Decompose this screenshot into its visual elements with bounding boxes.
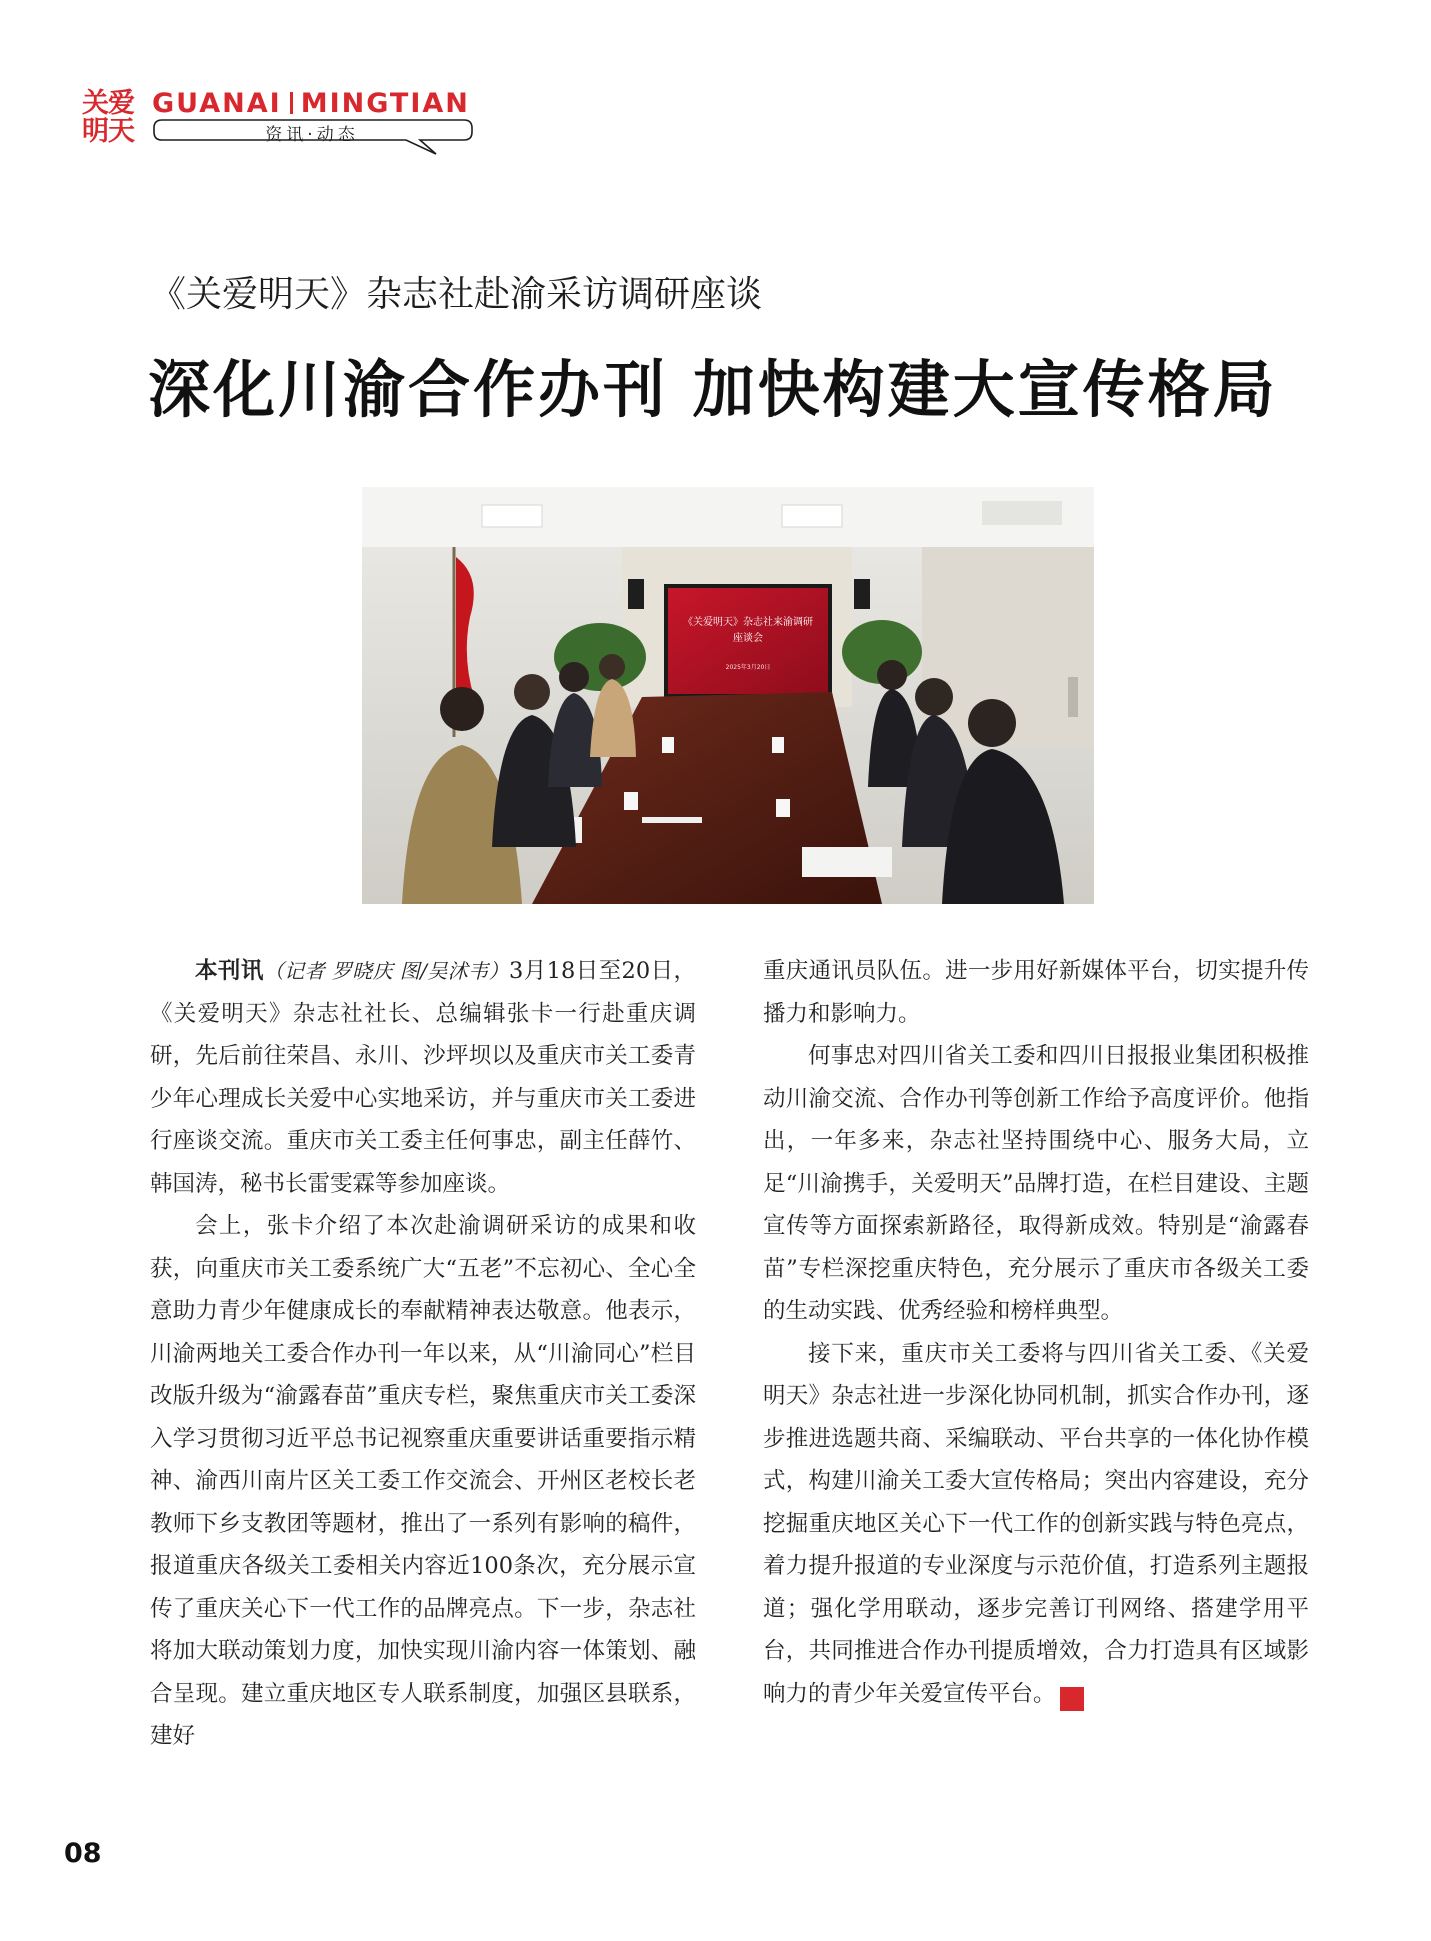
end-mark-icon: 关 (1060, 1687, 1084, 1711)
lead-label: 本刊讯 (195, 958, 264, 984)
article-subtitle: 《关爱明天》杂志社赴渝采访调研座谈 (150, 274, 763, 315)
paragraph-1-text: 3月18日至20日，《关爱明天》杂志社社长、总编辑张卡一行赴重庆调研，先后前往荣昌、永川、沙坪坝以及重庆市关工委青少年心理成长关爱中心实地采访，并与重庆市关工委进行座谈交流。重庆市关工委主任何事忠，副主任薛竹、韩国涛，秘书长雷雯霖等参加座谈。 (150, 958, 696, 1197)
meeting-photo (362, 487, 1094, 904)
logo-en-right: MINGTIAN (300, 88, 470, 119)
logo-separator (290, 92, 293, 114)
byline: （记者 罗晓庆 图/吴沭韦） (263, 959, 510, 983)
body-column-left (150, 950, 696, 1758)
paragraph-2-continued: 重庆通讯员队伍。进一步用好新媒体平台，切实提升传播力和影响力。 (763, 958, 1309, 1027)
screen-title-2: 座谈会 (733, 633, 763, 644)
screen-date: 2025年3月20日 (725, 664, 771, 671)
section-tag (152, 118, 452, 144)
logo-line-1: 关爱 (82, 88, 134, 119)
logo-line-2: 明天 (82, 116, 134, 147)
paragraph-3: 何事忠对四川省关工委和四川日报报业集团积极推动川渝交流、合作办刊等创新工作给予高度评价。他指出，一年多来，杂志社坚持围绕中心、服务大局，立足“川渝携手，关爱明天”品牌打造，在栏目建设、主题宣传等方面探索新路径，取得新成效。特别是“渝露春苗”专栏深挖重庆特色，充分展示了重庆市各级关工委的生动实践、优秀经验和榜样典型。 (763, 1043, 1309, 1324)
body-column-right (763, 950, 1309, 1715)
paragraph-2: 会上，张卡介绍了本次赴渝调研采访的成果和收获，向重庆市关工委系统广大“五老”不忘初心、全心全意助力青少年健康成长的奉献精神表达敬意。他表示，川渝两地关工委合作办刊一年以来，从“川渝同心”栏目改版升级为“渝露春苗”重庆专栏，聚焦重庆市关工委深入学习贯彻习近平总书记视察重庆重要讲话重要指示精神、渝西川南片区关工委工作交流会、开州区老校长老教师下乡支教团等题材，推出了一系列有影响的稿件，报道重庆各级关工委相关内容近100条次，充分展示宣传了重庆关心下一代工作的品牌亮点。下一步，杂志社将加大联动策划力度，加快实现川渝内容一体策划、融合呈现。建立重庆地区专人联系制度，加强区县联系，建好 (150, 1213, 696, 1749)
paragraph-4-text: 接下来，重庆市关工委将与四川省关工委、《关爱明天》杂志社进一步深化协同机制，抓实合作办刊，逐步推进选题共商、采编联动、平台共享的一体化协作模式，构建川渝关工委大宣传格局；突出内容建设，充分挖掘重庆地区关心下一代工作的创新实践与特色亮点，着力提升报道的专业深度与示范价值，打造系列主题报道；强化学用联动，逐步完善订刊网络、搭建学用平台，共同推进合作办刊提质增效，合力打造具有区域影响力的青少年关爱宣传平台。 (763, 1340, 1309, 1707)
magazine-name-en (152, 88, 470, 119)
magazine-logo (82, 90, 140, 146)
section-label: 资讯·动态 (265, 125, 359, 145)
paragraph-4 (763, 1333, 1309, 1716)
logo-en-left: GUANAI (152, 88, 282, 119)
paragraph-1 (150, 950, 696, 1205)
article-title: 深化川渝合作办刊 加快构建大宣传格局 (148, 353, 1278, 426)
screen-title-1: 《关爱明天》杂志社来渝调研 (683, 617, 813, 628)
page-number: 08 (64, 1838, 102, 1869)
